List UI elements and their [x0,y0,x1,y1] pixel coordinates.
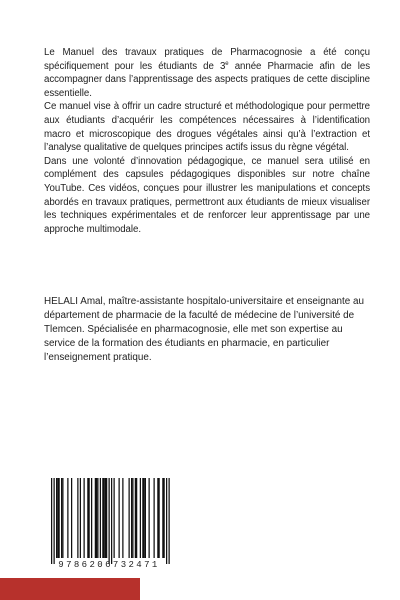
book-description [44,46,370,236]
barcode-bar [67,478,68,558]
barcode-bar [61,478,62,558]
barcode-bar [145,478,146,558]
barcode-bar [62,478,63,558]
barcode-bar [149,478,150,558]
barcode-bars [45,478,173,568]
isbn-number: 9786206732471 [58,560,160,570]
barcode-bar [154,478,155,558]
author-bio-text: HELALI Amal, maître-assistante hospitalo-universitaire et enseignante au département de pharmacie de la faculté de médecine de l’université de Tlemcen. Spécialisée en pharmacognosie, elle met son expertise au service de la formation des étudiants en pharmacie, en particulier l’enseignement pratique. [44,296,365,363]
barcode-bar [144,478,145,558]
barcode-bar [89,478,90,558]
barcode-bar [84,478,85,558]
barcode-bar [111,478,112,564]
barcode-bar [135,478,136,558]
barcode-bar [164,478,165,558]
barcode-bar [136,478,137,558]
barcode-bar [96,478,97,558]
red-color-band [0,578,140,600]
barcode-bar [132,478,133,558]
barcode-bar [51,478,52,564]
barcode-bar [87,478,88,558]
barcode-bar [109,478,110,564]
barcode-bar [77,478,78,558]
barcode-bar [166,478,167,564]
barcode-bar [142,478,143,558]
barcode-bar [104,478,105,558]
barcode-bar [129,478,130,558]
barcode-bar [131,478,132,558]
description-paragraph-2: Ce manuel vise à offrir un cadre structuré et méthodologique pour permettre aux étudiants d’acquérir les compétences nécessaires à l’identification macro et microscopique des drogues végétales ainsi qu’à l’extraction et l’analyse qualitative de quelques principes actifs issus du règne végétal. [44,101,370,154]
barcode-bar [71,478,72,558]
barcode-bar [140,478,141,558]
barcode-bar [95,478,96,558]
barcode-bar [80,478,81,558]
barcode-bar [169,478,170,564]
barcode-bar [91,478,92,558]
isbn-barcode [45,478,173,586]
barcode-bar [102,478,103,558]
barcode-bar [100,478,101,558]
barcode-bar [159,478,160,558]
barcode-bar [59,478,60,558]
barcode-bar [119,478,120,558]
barcode-bar [106,478,107,558]
barcode-bar [105,478,106,558]
description-paragraph-3: Dans une volonté d’innovation pédagogique, ce manuel sera utilisé en complément des capsules pédagogiques disponibles sur notre chaîne YouTube. Ces vidéos, conçues pour illustrer les manipulations et concepts abordés en travaux pratiques, permettront aux étudiants de mieux visualiser les techniques expérimentales et de renforcer leur apprentissage par une approche multimodale. [44,155,370,235]
barcode-bar [162,478,163,558]
barcode-bar [57,478,58,558]
author-bio [44,295,374,365]
barcode-bar [157,478,158,558]
barcode-bar [97,478,98,558]
barcode-bar [122,478,123,558]
description-paragraph-1: Le Manuel des travaux pratiques de Pharmacognosie a été conçu spécifiquement pour les étudiants de 3e année Pharmacie afin de les accompagner dans l’apprentissage des aspects pratiques de cette discipline essentielle. [44,47,370,99]
barcode-bar [56,478,57,558]
barcode-bar [114,478,115,558]
barcode-bar [54,478,55,564]
